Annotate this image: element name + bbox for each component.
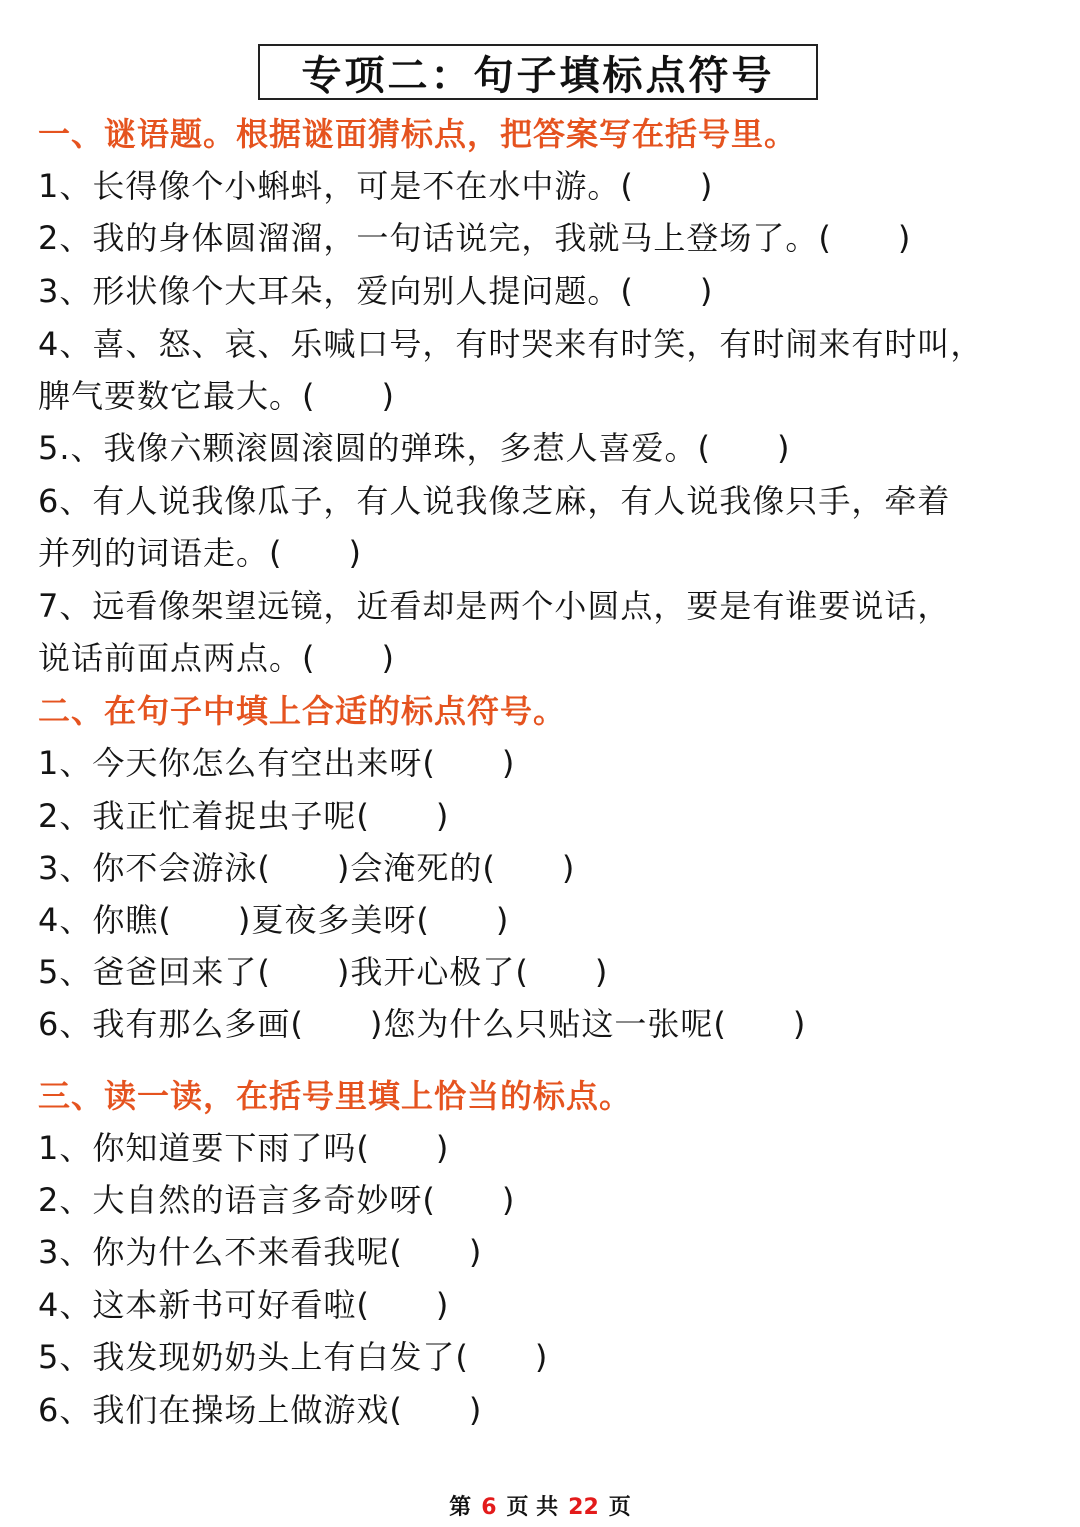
current-page-number: 6 <box>481 1495 497 1520</box>
section1-heading: 一、谜语题。根据谜面猜标点，把答案写在括号里。 <box>38 115 798 153</box>
section1-line: 说话前面点两点。( ) <box>38 639 395 677</box>
section1-line: 并列的词语走。( ) <box>38 534 362 572</box>
section2-heading: 二、在句子中填上合适的标点符号。 <box>38 692 567 730</box>
section3-line: 2、大自然的语言多奇妙呀( ) <box>38 1181 516 1219</box>
section2-line: 6、我有那么多画( )您为什么只贴这一张呢( ) <box>38 1005 807 1043</box>
section1-line: 脾气要数它最大。( ) <box>38 377 395 415</box>
section3-line: 1、你知道要下雨了吗( ) <box>38 1129 450 1167</box>
section3-heading: 三、读一读，在括号里填上恰当的标点。 <box>38 1077 633 1115</box>
section1-line: 1、长得像个小蝌蚪，可是不在水中游。( ) <box>38 167 714 205</box>
section2-line: 2、我正忙着捉虫子呢( ) <box>38 797 450 835</box>
section3-line: 6、我们在操场上做游戏( ) <box>38 1391 483 1429</box>
section1-line: 5.、我像六颗滚圆滚圆的弹珠，多惹人喜爱。( ) <box>38 429 791 467</box>
section2-line: 3、你不会游泳( )会淹死的( ) <box>38 849 576 887</box>
page-footer <box>0 1490 1080 1521</box>
section2-line: 4、你瞧( )夏夜多美呀( ) <box>38 901 510 939</box>
section3-line: 4、这本新书可好看啦( ) <box>38 1286 450 1324</box>
section1-line: 4、喜、怒、哀、乐喊口号，有时哭来有时笑，有时闹来有时叫， <box>38 325 984 363</box>
section1-line: 3、形状像个大耳朵，爱向别人提问题。( ) <box>38 272 714 310</box>
section2-line: 5、爸爸回来了( )我开心极了( ) <box>38 953 609 991</box>
section2-line: 1、今天你怎么有空出来呀( ) <box>38 744 516 782</box>
footer-prefix: 第 <box>449 1495 472 1520</box>
footer-middle: 页 共 <box>506 1495 559 1520</box>
section3-line: 3、你为什么不来看我呢( ) <box>38 1233 483 1271</box>
total-pages-number: 22 <box>568 1495 599 1520</box>
footer-suffix: 页 <box>608 1495 631 1520</box>
section1-line: 2、我的身体圆溜溜，一句话说完，我就马上登场了。( ) <box>38 219 912 257</box>
page-title: 专项二：句子填标点符号 <box>301 52 775 99</box>
title-box <box>258 44 818 100</box>
section1-line: 6、有人说我像瓜子，有人说我像芝麻，有人说我像只手，牵着 <box>38 482 951 520</box>
section3-line: 5、我发现奶奶头上有白发了( ) <box>38 1338 549 1376</box>
section1-line: 7、远看像架望远镜，近看却是两个小圆点，要是有谁要说话， <box>38 587 951 625</box>
